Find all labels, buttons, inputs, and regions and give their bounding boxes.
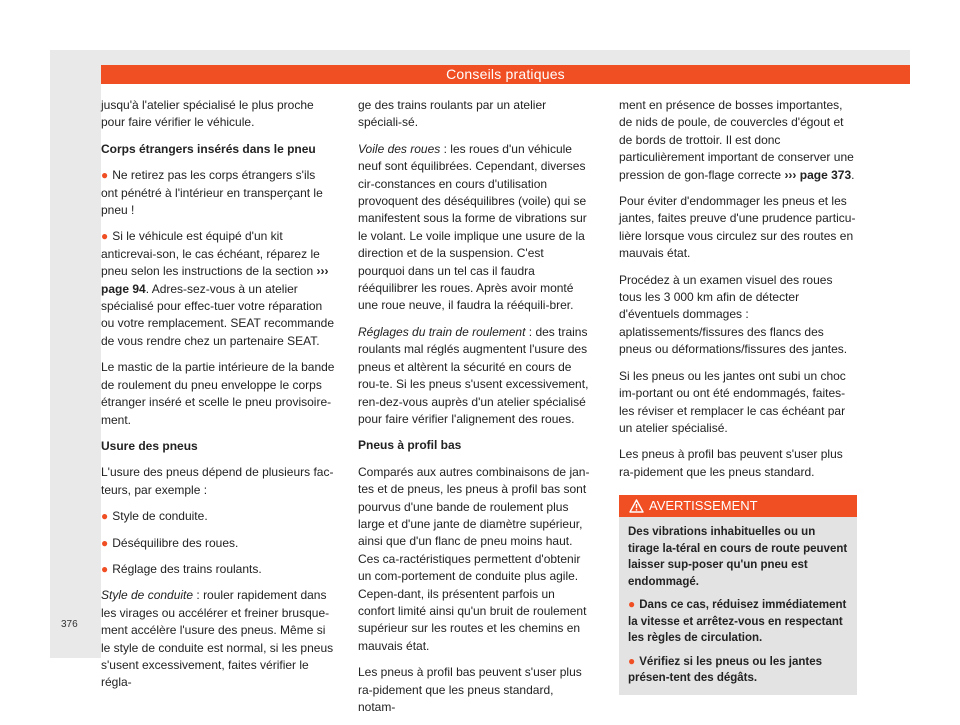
column-2 (358, 97, 592, 725)
warning-triangle-icon (629, 498, 644, 520)
continuation-paragraph: ge des trains roulants par un atelier spéciali-sé. (358, 98, 547, 130)
bullet-text: Réglage des trains roulants. (112, 561, 262, 576)
wheel-wobble-paragraph (358, 141, 592, 315)
driving-style-paragraph (101, 587, 335, 691)
low-profile-heading: Pneus à profil bas (358, 438, 462, 453)
warning-box (619, 495, 857, 695)
list-item (101, 167, 335, 219)
bullet-text: . Adres-sez-vous à un atelier spécialisé pour effec-tuer votre réparation ou votre remplacement. SEAT recommande de vous rendre chez un partenaire SEAT. (101, 281, 334, 348)
paragraph-text: . (851, 167, 855, 182)
bullet-icon: ● (101, 535, 109, 550)
bullet-text: Style de conduite. (112, 509, 208, 524)
alignment-paragraph (358, 324, 592, 428)
warning-header (619, 495, 857, 517)
column-1 (101, 97, 335, 701)
paragraph-text: : des trains roulants mal réglés augmentent l'usure des pneus et altèrent la sécurité en cours de rou-te. Si les pneus s'usent excessivement, ren-dez-vous auprès d'un atelier spécialisé pour faire vérifier l'alignement des roues. (358, 324, 589, 426)
bullet-icon: ● (628, 653, 636, 668)
faster-wear-paragraph: Les pneus à profil bas peuvent s'user plus ra-pidement que les pneus standard. (619, 447, 843, 479)
bullet-icon: ● (101, 509, 109, 524)
intro-paragraph: jusqu'à l'atelier spécialisé le plus proche pour faire vérifier le véhicule. (101, 98, 314, 130)
paragraph-text: : rouler rapidement dans les virages ou accélérer et freiner brusque-ment accélère l'usure des pneus. Même si le style de conduite est normal, si les pneus s'usent excessivement, faites vérifier le régla- (101, 588, 334, 690)
bullet-icon: ● (101, 168, 109, 183)
bullet-text: Si le véhicule est équipé d'un kit anticrevai-son, le cas échéant, réparez le pneu selon les instructions de la section (101, 229, 320, 279)
low-profile-wear-paragraph: Les pneus à profil bas peuvent s'user plus ra-pidement que les pneus standard, notam- (358, 665, 582, 714)
low-profile-paragraph: Comparés aux autres combinaisons de jan-tes et de pneus, les pneus à profil bas sont pourvus d'une bande de roulement plus large et d'une jante de diamètre supérieur, ainsi que d'un flanc de pneu moins haut. Ces ca-ractéristiques permettent d'obtenir un com-portement de conduite plus agile. Cepen-dant, ils présentent parfois un confort limité ainsi qu'un bruit de roulement supérieur sur les routes et les chemins en mauvais état. (358, 464, 590, 653)
manual-page (50, 50, 910, 714)
bullet-text: Vérifiez si les pneus ou les jantes présen-tent des dégâts. (628, 655, 823, 685)
list-item (101, 535, 335, 552)
list-item (628, 653, 849, 687)
mastic-paragraph: Le mastic de la partie intérieure de la bande de roulement du pneu enveloppe le corps étranger inséré et scelle le pneu provisoire-ment. (101, 360, 335, 427)
warning-intro: Des vibrations inhabituelles ou un tirage la-téral en cours de route peuvent laisser sup-poser qu'un pneu est endommagé. (628, 526, 848, 588)
bullet-icon: ● (628, 597, 636, 612)
column-3 (619, 97, 857, 695)
warning-body (619, 517, 857, 695)
page-reference-link[interactable]: ››› page 94 (101, 264, 329, 296)
list-item (101, 561, 335, 578)
paragraph-text: ment en présence de bosses importantes, de nids de poule, de couvercles d'égout et de bords de trottoir. Il est donc particulièrement important de conserver une pression de gon-flage correcte (619, 98, 854, 182)
foreign-bodies-heading: Corps étrangers insérés dans le pneu (101, 141, 316, 156)
avoid-damage-paragraph: Pour éviter d'endommager les pneus et les jantes, faites preuve d'une prudence particu-lière lorsque vous circulez sur des routes en mauvais état. (619, 194, 856, 261)
list-item (628, 596, 849, 647)
list-item (101, 508, 335, 525)
bullet-text: Dans ce cas, réduisez immédiatement la vitesse et arrêtez-vous en respectant les règles de circulation. (628, 599, 847, 645)
wear-heading: Usure des pneus (101, 438, 198, 453)
inspection-paragraph: Procédez à un examen visuel des roues tous les 3 000 km afin de détecter d'éventuels dommages : aplatissements/fissures des flancs des pneus ou déformations/fissures des jantes. (619, 272, 848, 357)
section-header: Conseils pratiques (101, 65, 910, 84)
term-label: Réglages du train de roulement (358, 324, 526, 339)
bullet-text: Déséquilibre des roues. (112, 535, 239, 550)
page-reference-link[interactable]: ››› page 373 (784, 167, 852, 182)
bullet-icon: ● (101, 561, 109, 576)
page-number: 376 (61, 619, 78, 630)
bullet-icon: ● (101, 229, 109, 244)
wear-intro: L'usure des pneus dépend de plusieurs fac-teurs, par exemple : (101, 465, 334, 497)
warning-title: AVERTISSEMENT (649, 498, 758, 514)
term-label: Style de conduite (101, 588, 194, 603)
paragraph-text: : les roues d'un véhicule neuf sont équilibrées. Cependant, diverses cir-constances en cours d'utilisation provoquent des déséquilibres (voile) qui se manifestent sous la forme de vibrations sur le volant. Le voile implique une usure de la direction et de la suspension. C'est pourquoi dans un tel cas il faudra rééquilibrer les roues. Après avoir monté une roue neuve, il faudra la rééquili-brer. (358, 141, 587, 313)
bullet-text: Ne retirez pas les corps étrangers s'ils ont pénétré à l'intérieur en transperçant le pneu ! (101, 168, 323, 218)
continuation-paragraph (619, 97, 857, 184)
term-label: Voile des roues (358, 141, 441, 156)
list-item (101, 228, 335, 350)
shock-paragraph: Si les pneus ou les jantes ont subi un choc im-portant ou ont été endommagés, faites-les réviser et remplacer le cas échéant par un atelier spécialisé. (619, 368, 846, 435)
